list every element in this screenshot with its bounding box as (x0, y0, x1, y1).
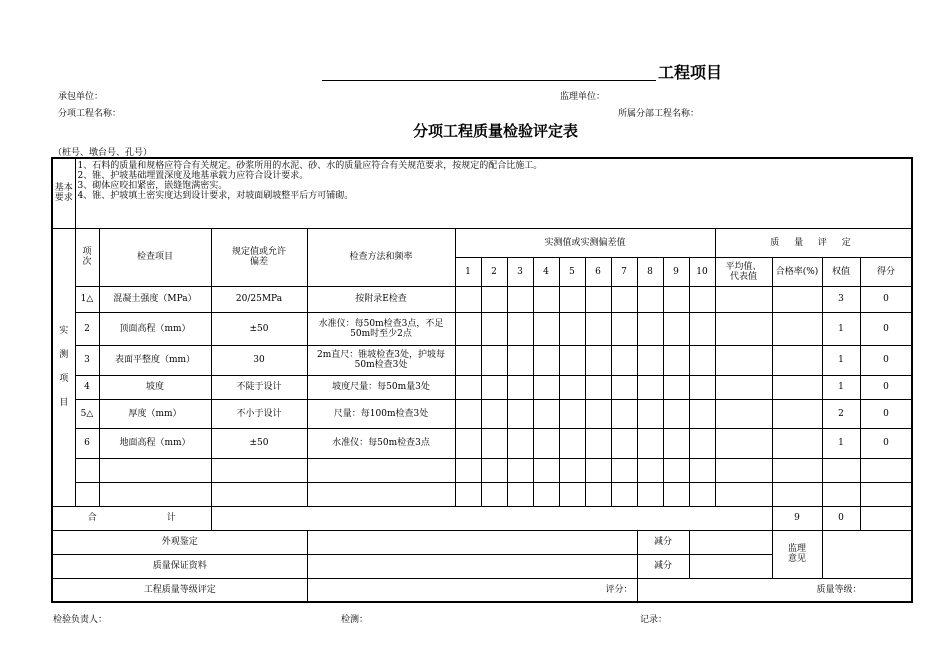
col-seq-header: 项次 (75, 228, 99, 286)
table-row (52, 345, 912, 375)
appearance-deduct-label: 减分 (637, 530, 689, 554)
row-spec: 不陡于设计 (211, 375, 307, 399)
total-weight: 9 (772, 506, 822, 530)
row-seq: 2 (75, 312, 99, 345)
row-weight: 1 (822, 312, 860, 345)
row-seq: 1△ (75, 286, 99, 312)
row-weight: 3 (822, 286, 860, 312)
requirement-line: 1、石料的质量和规格应符合有关规定。砂浆所用的水泥、砂、水的质量应符合有关规范要求，按规定的配合比施工。 (77, 161, 543, 171)
project-name-underline (322, 80, 656, 81)
measure-col-6: 6 (585, 257, 611, 286)
table-row (52, 428, 912, 458)
row-item: 厚度（mm） (99, 399, 211, 428)
col-item-header: 检查项目 (99, 228, 211, 286)
row-method: 水准仪：每50m检查3点 (307, 428, 455, 458)
row-item: 顶面高程（mm） (99, 312, 211, 345)
empty-row (52, 458, 912, 482)
tester-label: 检测： (341, 615, 369, 625)
col-score-header: 得分 (860, 257, 912, 286)
row-score: 0 (860, 375, 912, 399)
appearance-row (52, 530, 912, 554)
basic-requirements-label: 基本要求 (52, 158, 75, 228)
recorder-label: 记录： (640, 615, 668, 625)
col-measured-header: 实测值或实测偏差值 (455, 228, 715, 257)
row-spec: 不小于设计 (211, 399, 307, 428)
basic-requirements-text (75, 158, 912, 228)
measure-col-3: 3 (507, 257, 533, 286)
row-weight: 2 (822, 399, 860, 428)
row-item: 混凝土强度（MPa） (99, 286, 211, 312)
row-spec: 30 (211, 345, 307, 375)
appearance-label: 外观鉴定 (52, 530, 307, 554)
table-row (52, 375, 912, 399)
header-row-1 (52, 228, 912, 257)
row-spec: 20/25MPa (211, 286, 307, 312)
row-seq: 4 (75, 375, 99, 399)
project-suffix: 工程项目 (658, 63, 723, 82)
col-quality-header: 质 量 评 定 (715, 228, 912, 257)
row-method: 水准仪：每50m检查3点，不足50m时至少2点 (307, 312, 455, 345)
col-avg-header: 平均值、代表值 (715, 257, 772, 286)
row-item: 地面高程（mm） (99, 428, 211, 458)
col-rate-header: 合格率(%) (772, 257, 822, 286)
quality-docs-deduct-label: 减分 (637, 554, 689, 578)
col-weight-header: 权值 (822, 257, 860, 286)
row-method: 尺量：每100m检查3处 (307, 399, 455, 428)
station-label: （桩号、墩台号、孔号） (53, 148, 153, 158)
row-method: 坡度尺量：每50m量3处 (307, 375, 455, 399)
appearance-value[interactable] (307, 530, 637, 554)
measure-col-8: 8 (637, 257, 663, 286)
requirement-line: 4、锥、护坡填土密实度达到设计要求，对坡面刷坡整平后方可铺砌。 (77, 191, 354, 201)
evaluation-form-table (51, 157, 913, 603)
basic-requirements-row (52, 158, 912, 228)
row-score: 0 (860, 345, 912, 375)
supervisor-label: 监理单位： (560, 92, 606, 102)
row-score: 0 (860, 428, 912, 458)
measure-col-10: 10 (689, 257, 715, 286)
measure-col-2: 2 (481, 257, 507, 286)
page-title: 分项工程质量检验评定表 (413, 122, 579, 140)
row-seq: 6 (75, 428, 99, 458)
supervision-label: 监理意见 (772, 530, 822, 578)
total-label: 合 计 (52, 506, 211, 530)
quality-docs-label: 质量保证资料 (52, 554, 307, 578)
empty-row (52, 482, 912, 506)
row-weight: 1 (822, 428, 860, 458)
row-weight: 1 (822, 345, 860, 375)
quality-docs-deduct-value[interactable] (689, 554, 772, 578)
score-label: 评分： (307, 578, 637, 602)
requirement-line: 3、砌体应咬扣紧密，嵌缝饱满密实。 (77, 181, 228, 191)
row-item: 坡度 (99, 375, 211, 399)
row-method: 按附录E检查 (307, 286, 455, 312)
measure-col-4: 4 (533, 257, 559, 286)
measure-col-7: 7 (611, 257, 637, 286)
subitem-name-label: 分项工程名称： (58, 109, 122, 119)
contractor-label: 承包单位： (58, 92, 104, 102)
grade-eval-row (52, 578, 912, 602)
col-method-header: 检查方法和频率 (307, 228, 455, 286)
requirement-line: 2、锥、护坡基础埋置深度及地基承载力应符合设计要求。 (77, 171, 309, 181)
appearance-deduct-value[interactable] (689, 530, 772, 554)
section-label: 实测项目 (52, 228, 75, 506)
grade-label: 质量等级： (637, 578, 912, 602)
total-row (52, 506, 912, 530)
row-weight: 1 (822, 375, 860, 399)
total-score: 0 (822, 506, 860, 530)
table-row (52, 312, 912, 345)
row-seq: 3 (75, 345, 99, 375)
quality-docs-value[interactable] (307, 554, 637, 578)
row-spec: ±50 (211, 428, 307, 458)
supervision-value[interactable] (822, 530, 912, 578)
table-row (52, 286, 912, 312)
inspector-label: 检验负责人： (53, 615, 108, 625)
row-item: 表面平整度（mm） (99, 345, 211, 375)
division-name-label: 所属分部工程名称： (618, 109, 700, 119)
row-score: 0 (860, 312, 912, 345)
measure-col-9: 9 (663, 257, 689, 286)
row-spec: ±50 (211, 312, 307, 345)
row-seq: 5△ (75, 399, 99, 428)
col-spec-header: 规定值或允许偏差 (211, 228, 307, 286)
row-score: 0 (860, 399, 912, 428)
measure-col-1: 1 (455, 257, 481, 286)
table-row (52, 399, 912, 428)
row-score: 0 (860, 286, 912, 312)
row-method: 2m直尺：锥坡检查3处，护坡每50m检查3处 (307, 345, 455, 375)
measure-col-5: 5 (559, 257, 585, 286)
grade-eval-label: 工程质量等级评定 (52, 578, 307, 602)
